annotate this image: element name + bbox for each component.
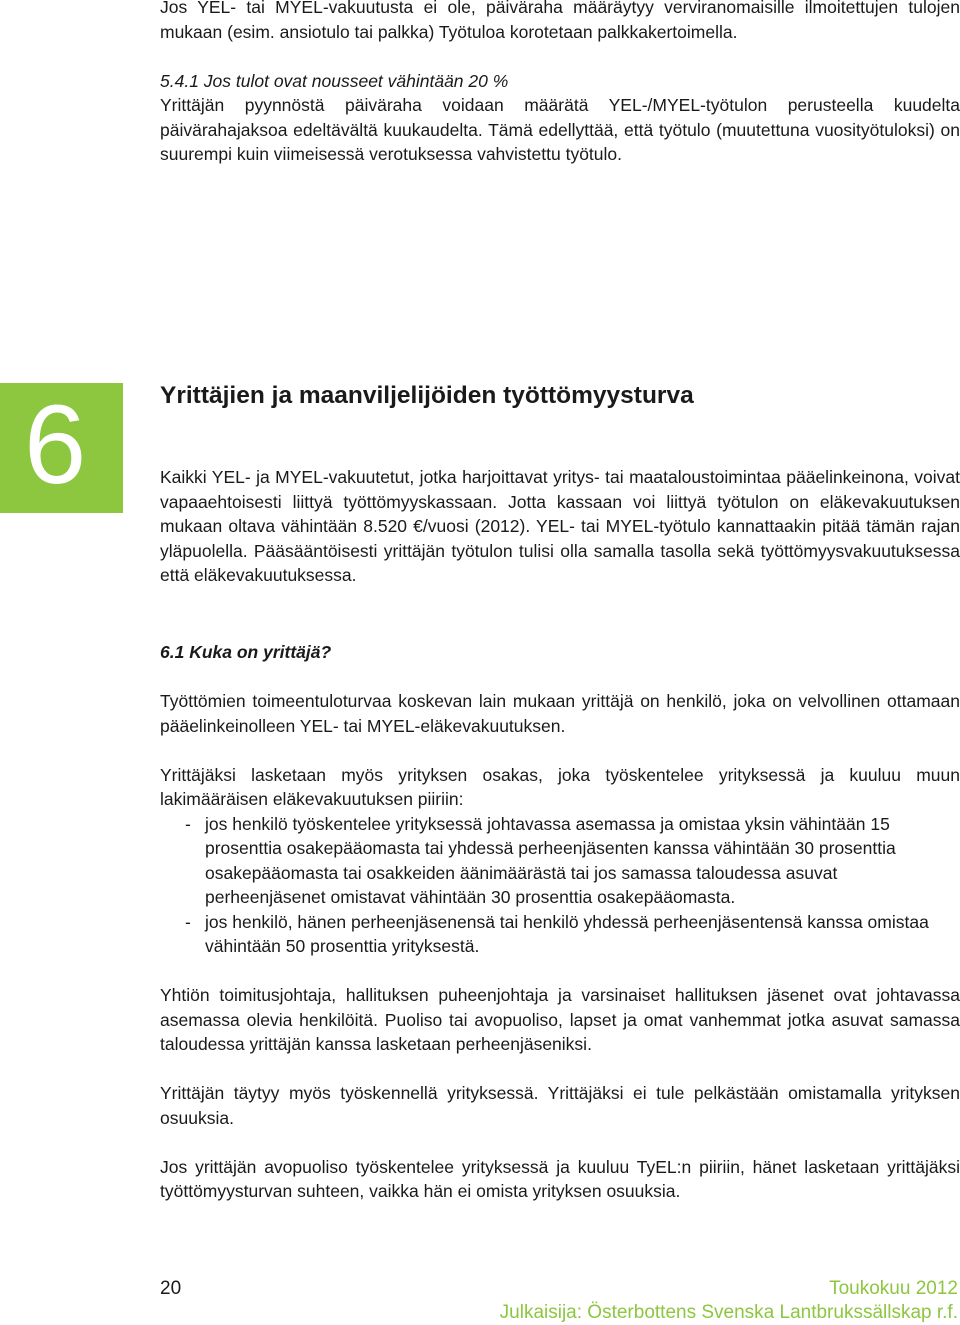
criteria-list xyxy=(160,812,960,959)
spacer xyxy=(160,1130,960,1155)
footer-publisher: Julkaisija: Österbottens Svenska Lantbrukssällskap r.f. xyxy=(499,1302,958,1323)
spacer xyxy=(160,1057,960,1082)
intro-section xyxy=(160,0,960,167)
section-paragraph-2: Yrittäjäksi lasketaan myös yrityksen osakas, joka työskentelee yrityksessä ja kuuluu muun lakimääräisen eläkevakuutuksen piiriin: xyxy=(160,764,960,809)
chapter-number: 6 xyxy=(24,382,87,507)
list-item-text: jos henkilö, hänen perheenjäsenensä tai henkilö yhdessä perheenjäsentensä kanssa omistaa vähintään 50 prosenttia yrityksestä. xyxy=(205,911,929,956)
page-number: 20 xyxy=(160,1278,182,1299)
list-item xyxy=(160,812,960,910)
section-paragraph-4: Yrittäjän täytyy myös työskennellä yrityksessä. Yrittäjäksi ei tule pelkästään omistamalla yrityksen osuuksia. xyxy=(160,1083,960,1128)
intro-paragraph: Jos YEL- tai MYEL-vakuutusta ei ole, päiväraha määräytyy verviranomaisille ilmoitettujen tulojen mukaan (esim. ansiotulo tai palkka) Työtuloa korotetaan palkkakertoimella. xyxy=(160,0,960,42)
section-paragraph-1: Työttömien toimeentuloturvaa koskevan lain mukaan yrittäjä on henkilö, joka on velvollinen ottamaan pääelinkeinolleen YEL- tai MYEL-eläkevakuutuksen. xyxy=(160,691,960,736)
section-paragraph-3: Yhtiön toimitusjohtaja, hallituksen puheenjohtaja ja varsinaiset hallituksen jäsenet ovat johtavassa asemassa olevia henkilöitä. Puoliso tai avopuoliso, lapset ja omat vanhemmat jotka asuvat samassa taloudessa yrittäjän kanssa lasketaan perheenjäseniksi. xyxy=(160,985,960,1054)
list-item xyxy=(160,910,960,959)
spacer xyxy=(160,959,960,984)
list-item-text: jos henkilö työskentelee yrityksessä johtavassa asemassa ja omistaa yksin vähintään 15 prosenttia osakepääomasta tai yhdessä perheenjäsenten kanssa vähintään 30 prosenttia osakepääomasta tai osakkeiden äänimäärästä tai jos samassa taloudessa asuvat perheenjäsenet omistavat vähintään 30 prosenttia osakepääomasta. xyxy=(205,813,896,907)
subsection-paragraph: Yrittäjän pyynnöstä päiväraha voidaan määrätä YEL-/MYEL-työtulon perusteella kuudelta päivärahajaksoa edeltävältä kuukaudelta. Tämä edellyttää, että työtulo (muutettuna vuosityötuloksi) on suurempi kuin viimeisessä verotuksessa vahvistettu työtulo. xyxy=(160,95,960,164)
spacer xyxy=(160,44,960,69)
spacer xyxy=(160,665,960,690)
section-title: 6.1 Kuka on yrittäjä? xyxy=(160,642,332,662)
subsection-title: 5.4.1 Jos tulot ovat nousseet vähintään 20 % xyxy=(160,70,509,91)
chapter-title: Yrittäjien ja maanviljelijöiden työttömyysturva xyxy=(160,382,694,409)
chapter-marker xyxy=(0,383,123,513)
list-bullet: - xyxy=(185,813,191,834)
spacer xyxy=(160,738,960,763)
list-bullet: - xyxy=(185,911,191,932)
chapter-intro-paragraph: Kaikki YEL- ja MYEL-vakuutetut, jotka harjoittavat yritys- tai maataloustoimintaa pääelinkeinona, voivat vapaaehtoisesti liittyä työttömyyskassaan. Jotta kassaan voi liittyä työtulon on eläkevakuutuksen mukaan oltava vähintään 8.520 €/vuosi (2012). YEL- tai MYEL-työtulo kannattaakin pitää tämän rajan yläpuolella. Pääsääntöisesti yrittäjän työtulon tulisi olla samalla tasolla sekä työttömyysvakuutuksessa että eläkevakuutuksessa. xyxy=(160,467,960,585)
section-6-1 xyxy=(160,640,960,1204)
chapter-intro xyxy=(160,465,960,588)
footer-info xyxy=(500,1277,958,1325)
section-paragraph-5: Jos yrittäjän avopuoliso työskentelee yrityksessä ja kuuluu TyEL:n piiriin, hänet lasketaan yrittäjäksi työttömyysturvan suhteen, vaikka hän ei omista yrityksen osuuksia. xyxy=(160,1156,960,1201)
footer-date: Toukokuu 2012 xyxy=(829,1278,958,1299)
